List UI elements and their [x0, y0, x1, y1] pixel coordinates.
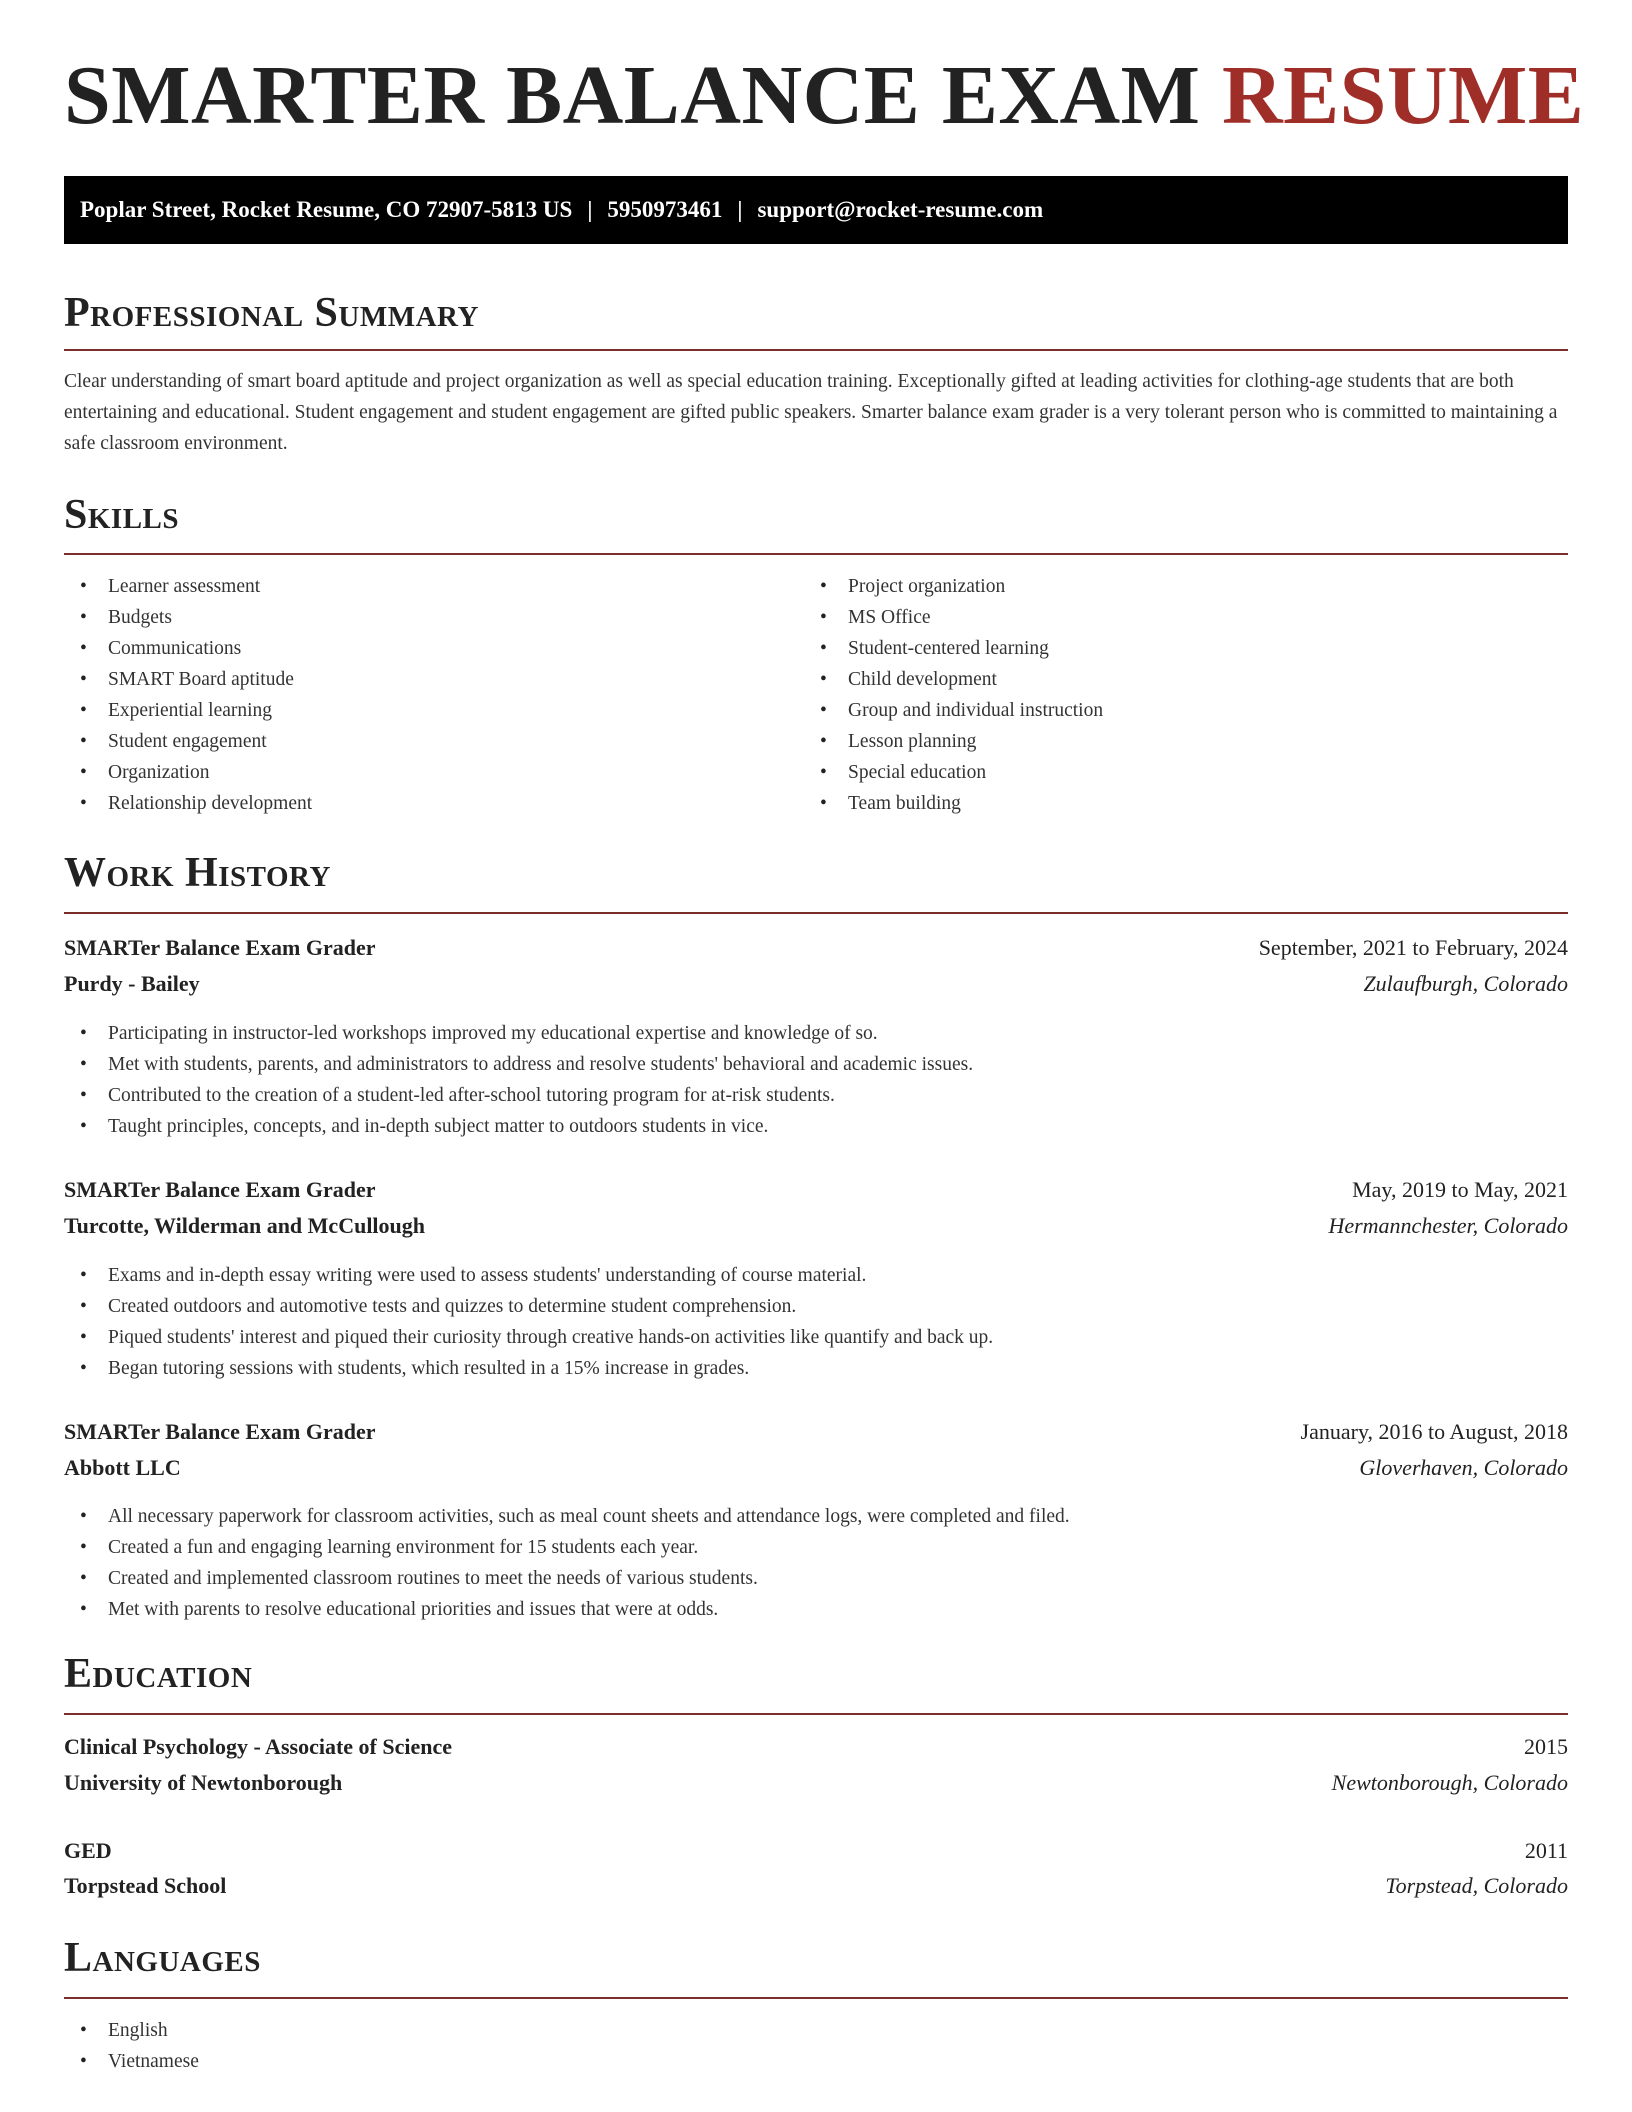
education-year: 2015	[1524, 1734, 1568, 1759]
language-item: • Vietnamese	[64, 2046, 199, 2077]
contact-email: support@rocket-resume.com	[757, 197, 1044, 222]
language-item: • English	[64, 2015, 199, 2046]
job-location: Hermannchester, Colorado	[1328, 1213, 1568, 1238]
summary-text: Clear understanding of smart board aptitude and project organization as well as special education training. Exceptionally gifted at leading activities for clothing-age students that are both entertaining and educational. Student engagement and student engagement are gifted public speakers. Smarter balance exam grader is a very tolerant person who is committed to maintaining a safe classroom environment.	[64, 371, 1558, 454]
job-header	[64, 933, 1568, 963]
job-bullet: • Piqued students' interest and piqued their curiosity through creative hands-on activities like quantify and back up.	[64, 1322, 993, 1353]
education-subheader	[64, 1768, 1568, 1798]
education-school: Torpstead School	[64, 1873, 227, 1898]
job-bullet: • Exams and in-depth essay writing were used to assess students' understanding of course material.	[64, 1260, 993, 1291]
summary-heading: Professional Summary	[64, 290, 479, 336]
contact-address: Poplar Street, Rocket Resume, CO 72907-5813 US	[80, 197, 573, 222]
skill-item: • Group and individual instruction	[804, 695, 1544, 726]
job-dates: September, 2021 to February, 2024	[1258, 935, 1568, 960]
skills-section-header	[64, 494, 1568, 555]
job-bullet: • Met with students, parents, and administrators to address and resolve students' behavioral and academic issues.	[64, 1049, 973, 1080]
job-subheader	[64, 969, 1568, 999]
title-accent: RESUME	[1221, 49, 1585, 142]
job-bullet: • Participating in instructor-led workshops improved my educational expertise and knowledge of so.	[64, 1018, 973, 1049]
skill-item: • Learner assessment	[64, 571, 804, 602]
languages-section-header	[64, 1937, 1568, 1999]
resume-title	[64, 49, 1585, 142]
title-main: SMARTER BALANCE EXAM	[64, 49, 1201, 142]
education-school: University of Newtonborough	[64, 1770, 343, 1795]
job-title: SMARTer Balance Exam Grader	[64, 1177, 376, 1202]
education-header	[64, 1732, 1568, 1762]
skill-item: • Budgets	[64, 602, 804, 633]
skill-item: • Organization	[64, 757, 804, 788]
contact-phone: 5950973461	[607, 197, 723, 222]
work-heading: Work History	[64, 850, 331, 896]
contact-bar	[64, 176, 1568, 244]
job-bullet: • Taught principles, concepts, and in-depth subject matter to outdoors students in vice.	[64, 1111, 973, 1142]
job-company: Abbott LLC	[64, 1455, 181, 1480]
job-bullet: • Created outdoors and automotive tests and quizzes to determine student comprehension.	[64, 1291, 993, 1322]
skill-item: • SMART Board aptitude	[64, 664, 804, 695]
education-header	[64, 1836, 1568, 1866]
education-degree: Clinical Psychology - Associate of Science	[64, 1734, 453, 1759]
skill-item: • Team building	[804, 788, 1544, 819]
job-bullets	[64, 1018, 973, 1142]
education-heading: Education	[64, 1651, 253, 1697]
skill-item: • Relationship development	[64, 788, 804, 819]
job-subheader	[64, 1211, 1568, 1241]
skill-item: • Lesson planning	[804, 726, 1544, 757]
skill-item: • MS Office	[804, 602, 1544, 633]
education-section-header	[64, 1653, 1568, 1715]
education-subheader	[64, 1871, 1568, 1901]
skill-item: • Communications	[64, 633, 804, 664]
job-company: Purdy - Bailey	[64, 971, 200, 996]
job-bullet: • Created a fun and engaging learning environment for 15 students each year.	[64, 1532, 1070, 1563]
skill-item: • Student engagement	[64, 726, 804, 757]
job-location: Zulaufburgh, Colorado	[1363, 971, 1568, 996]
job-dates: May, 2019 to May, 2021	[1352, 1177, 1568, 1202]
job-title: SMARTer Balance Exam Grader	[64, 935, 376, 960]
job-header	[64, 1417, 1568, 1447]
skill-item: • Experiential learning	[64, 695, 804, 726]
job-bullet: • Created and implemented classroom routines to meet the needs of various students.	[64, 1563, 1070, 1594]
job-bullet: • Contributed to the creation of a student-led after-school tutoring program for at-risk students.	[64, 1080, 973, 1111]
skill-item: • Special education	[804, 757, 1544, 788]
job-header	[64, 1175, 1568, 1205]
contact-separator: |	[737, 197, 743, 222]
skills-heading: Skills	[64, 492, 180, 538]
job-subheader	[64, 1453, 1568, 1483]
job-company: Turcotte, Wilderman and McCullough	[64, 1213, 426, 1238]
education-degree: GED	[64, 1838, 112, 1863]
job-title: SMARTer Balance Exam Grader	[64, 1419, 376, 1444]
skills-list-left	[64, 571, 804, 819]
work-section-header	[64, 852, 1568, 914]
skill-item: • Project organization	[804, 571, 1544, 602]
summary-section-header	[64, 292, 1568, 351]
job-bullets	[64, 1501, 1070, 1625]
job-bullet: • Met with parents to resolve educational priorities and issues that were at odds.	[64, 1594, 1070, 1625]
skill-item: • Child development	[804, 664, 1544, 695]
education-year: 2011	[1524, 1838, 1568, 1863]
contact-separator: |	[587, 197, 593, 222]
skills-list-right	[804, 571, 1544, 819]
job-bullet: • All necessary paperwork for classroom activities, such as meal count sheets and attendance logs, were completed and filed.	[64, 1501, 1070, 1532]
education-location: Newtonborough, Colorado	[1331, 1770, 1568, 1795]
job-bullets	[64, 1260, 993, 1384]
languages-heading: Languages	[64, 1935, 261, 1981]
languages-list	[64, 2015, 199, 2077]
job-dates: January, 2016 to August, 2018	[1300, 1419, 1568, 1444]
job-location: Gloverhaven, Colorado	[1359, 1455, 1568, 1480]
job-bullet: • Began tutoring sessions with students, which resulted in a 15% increase in grades.	[64, 1353, 993, 1384]
education-location: Torpstead, Colorado	[1385, 1873, 1568, 1898]
skill-item: • Student-centered learning	[804, 633, 1544, 664]
